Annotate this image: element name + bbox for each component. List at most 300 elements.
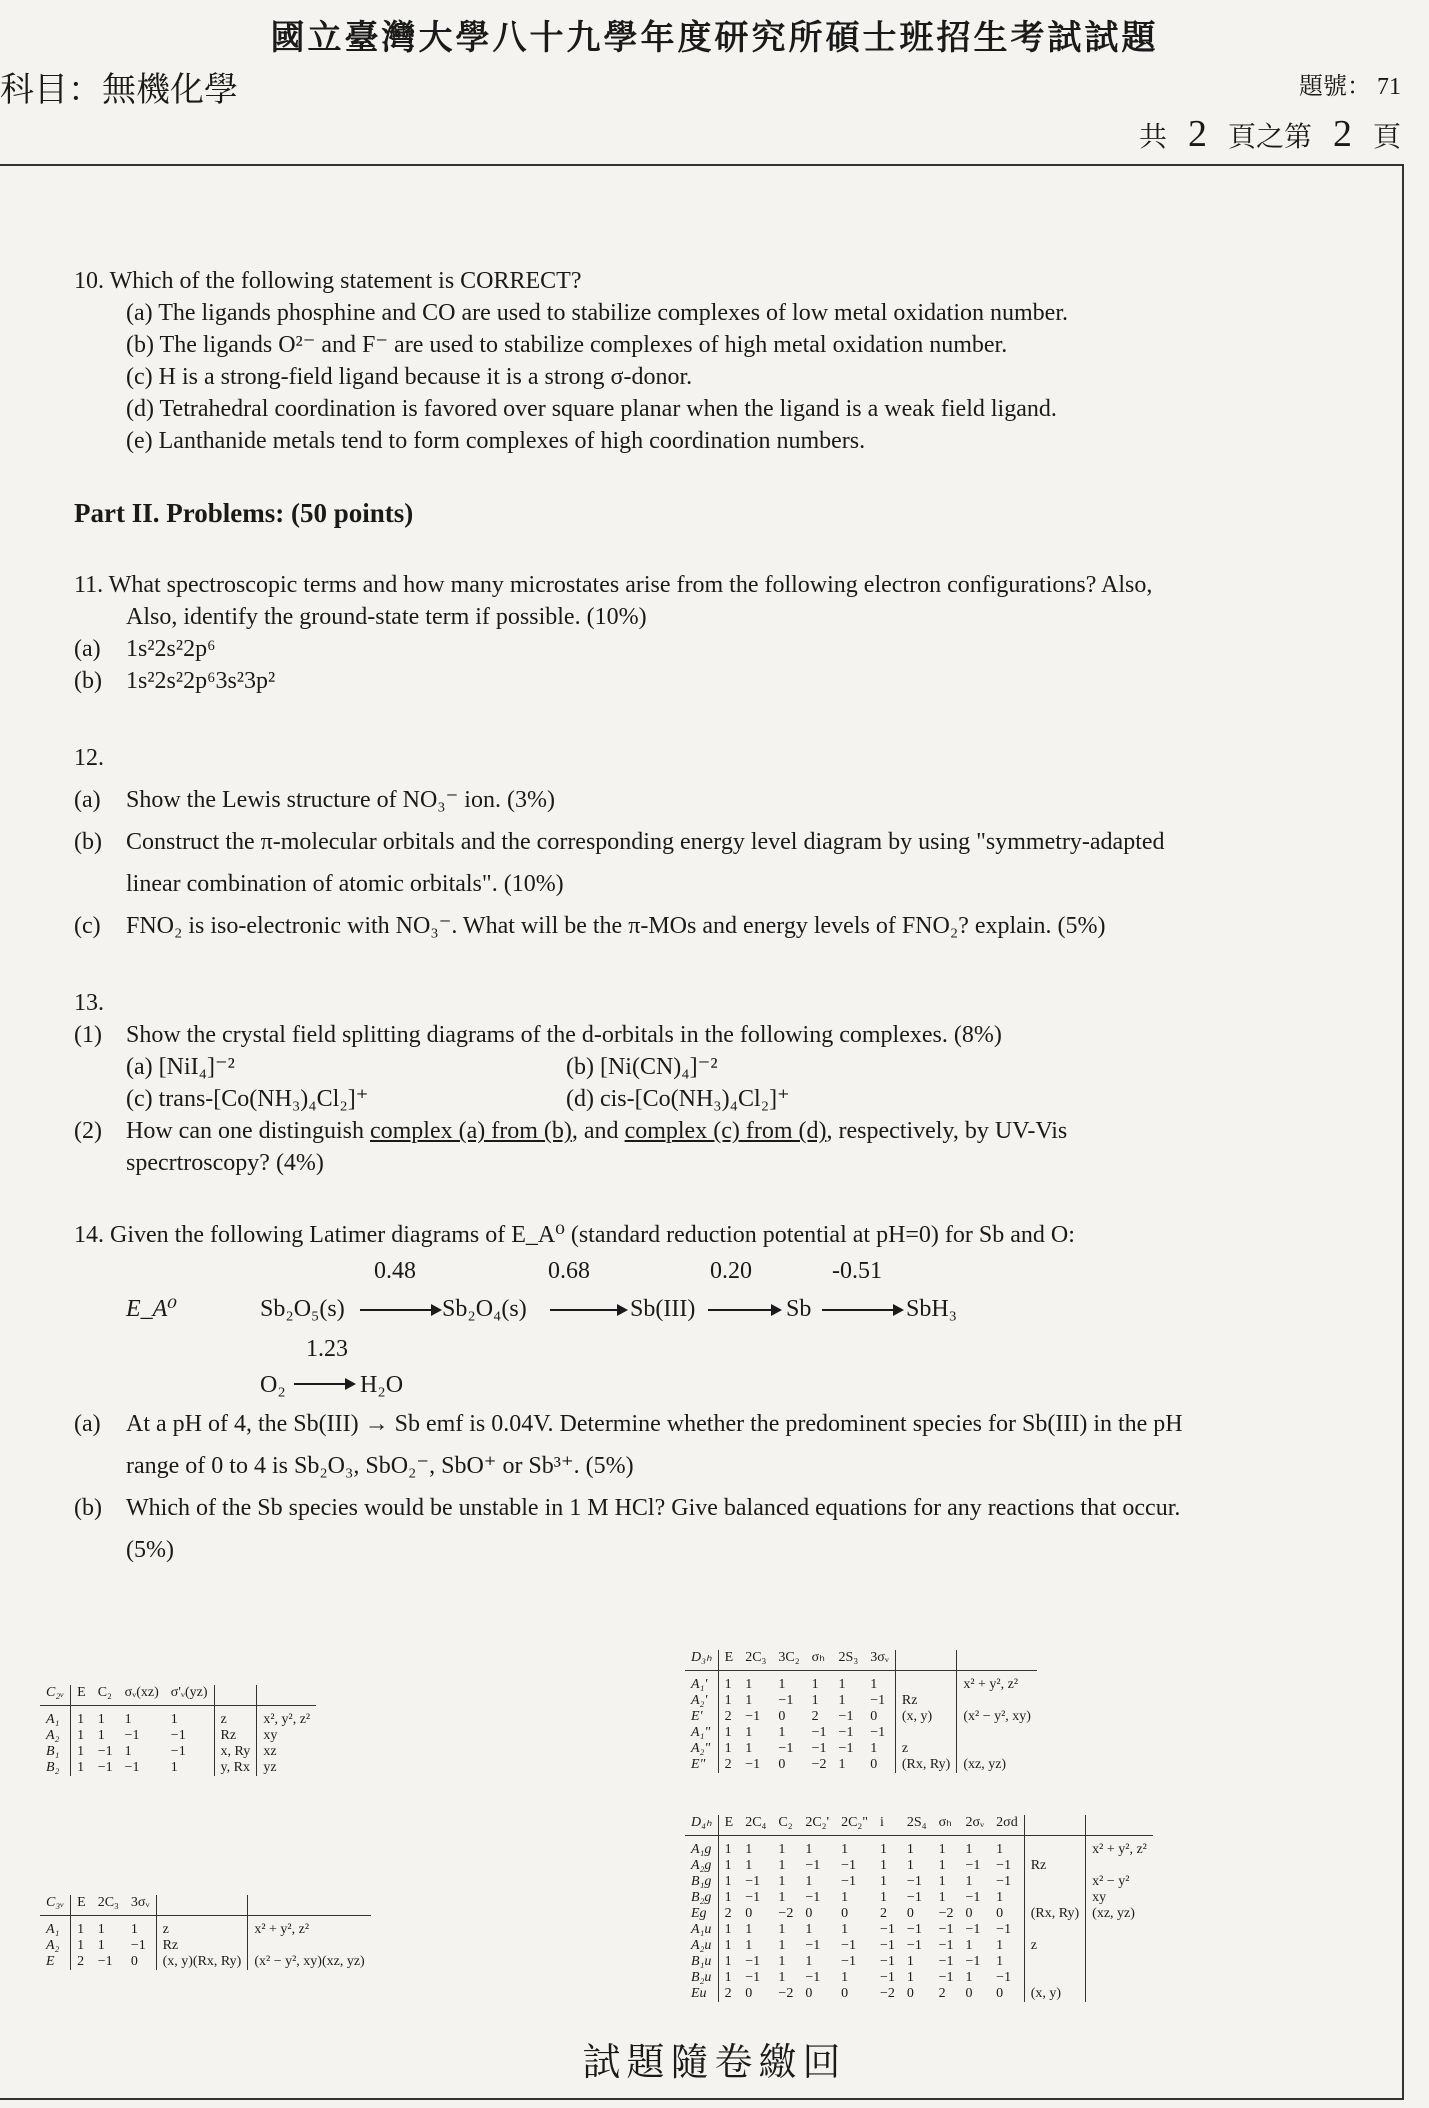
d4h-cell: Eg xyxy=(691,1906,707,1921)
d4h-cell: 1 xyxy=(745,1938,753,1953)
d4h-cell: 1 xyxy=(906,1970,914,1985)
potential-2: 0.68 xyxy=(548,1258,590,1284)
c2v-cell: −1 xyxy=(170,1744,186,1759)
d4h-cell xyxy=(1024,1815,1085,1836)
d4h-cell: −2 xyxy=(778,1986,794,2001)
q12-c: FNO₂ is iso-electronic with NO₃⁻. What will be the π-MOs and energy levels of FNO₂? explain. (5%) xyxy=(126,913,1106,939)
c3v-cell: 1 xyxy=(97,1922,105,1937)
d3h-cell xyxy=(895,1671,956,1694)
q13-complex-d: (d) cis-[Co(NH₃)₄Cl₂]⁺ xyxy=(566,1086,790,1112)
c3v-cell: (x² − y², xy)(xz, yz) xyxy=(248,1954,371,1970)
d4h-cell: 0 xyxy=(965,1986,973,2001)
d4h-cell: 1 xyxy=(938,1890,946,1905)
d3h-cell: 1 xyxy=(718,1693,739,1709)
arrow-3 xyxy=(708,1309,780,1311)
d3h-cell: 1 xyxy=(870,1741,878,1756)
d4h-cell: (x, y) xyxy=(1024,1986,1085,2002)
page-current: 2 xyxy=(1332,113,1352,155)
arrow-4 xyxy=(822,1309,902,1311)
d4h-cell xyxy=(1024,1954,1085,1970)
question-number: 題號： 71 xyxy=(1299,74,1401,100)
c3v-cell: 1 xyxy=(71,1916,92,1939)
latimer-diagram xyxy=(74,1253,1364,1403)
d4h-cell: A₁u xyxy=(691,1922,712,1937)
c2v-cell: y, Rx xyxy=(214,1760,257,1776)
question-13 xyxy=(74,987,1364,1179)
d4h-cell: 1 xyxy=(718,1874,739,1890)
d4h-cell: 0 xyxy=(996,1906,1004,1921)
potential-4: -0.51 xyxy=(832,1258,882,1284)
c2v-cell: xy xyxy=(257,1728,316,1744)
question-12 xyxy=(74,737,1364,947)
q13-complex-c: (c) trans-[Co(NH₃)₄Cl₂]⁺ xyxy=(126,1086,369,1112)
c2v-cell xyxy=(257,1685,316,1706)
d4h-cell: 1 xyxy=(778,1890,786,1905)
d3h-row xyxy=(685,1757,1037,1773)
d4h-cell: A₂g xyxy=(691,1858,712,1873)
d4h-cell: 0 xyxy=(841,1906,849,1921)
d4h-cell: −1 xyxy=(841,1954,856,1969)
q12-a: Show the Lewis structure of NO₃⁻ ion. (3%) xyxy=(126,787,555,813)
d3h-cell: 2S₃ xyxy=(833,1650,865,1671)
q10-option-e: (e) Lanthanide metals tend to form complexes of high coordination numbers. xyxy=(126,428,866,454)
c3v-row xyxy=(40,1954,371,1970)
d3h-cell: −1 xyxy=(745,1709,761,1724)
d4h-cell: 1 xyxy=(778,1954,786,1969)
d3h-cell: 0 xyxy=(870,1757,878,1772)
exam-title: 國立臺灣大學八十九學年度研究所碩士班招生考試試題 xyxy=(270,18,1159,58)
d4h-cell xyxy=(1086,1858,1153,1874)
d4h-cell: B₂u xyxy=(691,1970,712,1985)
d3h-cell: 1 xyxy=(838,1757,846,1772)
d4h-cell: E xyxy=(718,1815,739,1836)
c3v-cell: x² + y², z² xyxy=(248,1916,371,1939)
c3v-cell: 3σᵥ xyxy=(125,1895,156,1916)
d4h-cell: 2σd xyxy=(990,1815,1024,1836)
d3h-cell: D₃ₕ xyxy=(685,1650,718,1671)
d4h-cell xyxy=(1024,1970,1085,1986)
c2v-cell: σ'ᵥ(yz) xyxy=(165,1685,214,1706)
d4h-cell: 1 xyxy=(718,1938,739,1954)
d4h-row xyxy=(685,1986,1153,2002)
d4h-cell: 1 xyxy=(778,1970,786,1985)
d4h-cell: −1 xyxy=(965,1858,981,1873)
q14-a-cont: range of 0 to 4 is Sb₂O₃, SbO₂⁻, SbO⁺ or Sb³⁺. (5%) xyxy=(126,1453,634,1479)
d4h-row xyxy=(685,1954,1153,1970)
species-o2: O₂ xyxy=(260,1372,286,1398)
c2v-cell: A₂ xyxy=(46,1728,60,1743)
d4h-row xyxy=(685,1938,1153,1954)
d4h-cell: 1 xyxy=(996,1954,1004,1969)
d4h-cell: 1 xyxy=(965,1842,973,1857)
d4h-cell: 1 xyxy=(718,1970,739,1986)
d4h-cell: 0 xyxy=(805,1906,813,1921)
d4h-cell: 1 xyxy=(996,1938,1004,1953)
q14-a: At a pH of 4, the Sb(III) → Sb emf is 0.04V. Determine whether the predominent species for Sb(III) in the pH xyxy=(126,1411,1183,1437)
q12-number: 12. xyxy=(74,745,104,771)
c3v-row xyxy=(40,1895,371,1916)
d3h-cell: −1 xyxy=(838,1725,854,1740)
arrow-1 xyxy=(360,1309,440,1311)
c2v-cell: 1 xyxy=(71,1728,92,1744)
q13-p2 xyxy=(126,1115,1067,1147)
ea-label: E_A⁰ xyxy=(126,1296,177,1322)
d4h-cell: 0 xyxy=(965,1906,973,1921)
c2v-cell: σᵥ(xz) xyxy=(119,1685,165,1706)
d4h-character-table xyxy=(685,1815,1153,2002)
d4h-cell: D₄ₕ xyxy=(685,1815,718,1836)
c2v-cell: x, Ry xyxy=(214,1744,257,1760)
d4h-cell: 2C₄ xyxy=(739,1815,772,1836)
q13-p2-cont: specrtroscopy? (4%) xyxy=(126,1150,324,1176)
c3v-cell: z xyxy=(156,1916,248,1939)
d3h-cell: −1 xyxy=(778,1741,794,1756)
d4h-row xyxy=(685,1922,1153,1938)
d4h-cell: −1 xyxy=(805,1970,821,1985)
c3v-cell xyxy=(248,1895,371,1916)
c2v-cell: x², y², z² xyxy=(257,1706,316,1729)
d3h-cell: 0 xyxy=(778,1757,786,1772)
d3h-cell: −2 xyxy=(811,1757,827,1772)
d4h-cell xyxy=(1086,1815,1153,1836)
c3v-cell: 1 xyxy=(130,1922,138,1937)
d4h-cell: −1 xyxy=(745,1970,761,1985)
d4h-cell: 2C₂' xyxy=(799,1815,835,1836)
c3v-cell: (x, y)(Rx, Ry) xyxy=(156,1954,248,1970)
d4h-cell: 0 xyxy=(906,1986,914,2001)
d3h-cell: A₁' xyxy=(691,1677,708,1692)
d3h-cell: 0 xyxy=(778,1709,786,1724)
d3h-cell: 1 xyxy=(745,1693,753,1708)
q12-b-label: (b) xyxy=(74,829,102,855)
q10-option-d: (d) Tetrahedral coordination is favored over square planar when the ligand is a weak field ligand. xyxy=(126,396,1057,422)
d4h-cell: 1 xyxy=(805,1842,813,1857)
c2v-cell: yz xyxy=(257,1760,316,1776)
c2v-cell: −1 xyxy=(124,1760,140,1775)
d4h-row xyxy=(685,1890,1153,1906)
d4h-cell xyxy=(1086,1954,1153,1970)
d4h-cell: −1 xyxy=(938,1938,954,1953)
d4h-cell: −1 xyxy=(841,1874,856,1889)
c2v-table xyxy=(40,1685,316,1776)
d4h-cell xyxy=(1086,1922,1153,1938)
c3v-cell: E xyxy=(71,1895,92,1916)
c3v-cell: 1 xyxy=(97,1938,105,1953)
d4h-cell: −1 xyxy=(745,1874,761,1889)
d3h-cell: (x, y) xyxy=(895,1709,956,1725)
d4h-cell: 2 xyxy=(938,1986,946,2001)
d3h-cell: −1 xyxy=(778,1693,794,1708)
question-11 xyxy=(74,569,1364,697)
d4h-cell: xy xyxy=(1086,1890,1153,1906)
c2v-cell: 1 xyxy=(124,1744,132,1759)
c3v-cell: A₁ xyxy=(46,1922,60,1937)
q12-a-label: (a) xyxy=(74,787,101,813)
d4h-cell: B₁g xyxy=(691,1874,712,1889)
d4h-cell: 1 xyxy=(880,1858,888,1873)
potential-o: 1.23 xyxy=(306,1336,348,1362)
c2v-cell: 1 xyxy=(71,1706,92,1729)
q13-p2-mid: , and xyxy=(571,1118,625,1144)
c3v-cell: −1 xyxy=(97,1954,113,1969)
q11-stem: 11. What spectroscopic terms and how many microstates arise from the following electron configurations? Also, xyxy=(74,572,1153,598)
c3v-cell: Rz xyxy=(156,1938,248,1954)
c2v-row xyxy=(40,1728,316,1744)
d4h-cell: −1 xyxy=(880,1922,895,1937)
d4h-cell: 1 xyxy=(906,1954,914,1969)
d3h-cell: E xyxy=(718,1650,739,1671)
species-sb: Sb xyxy=(786,1296,812,1322)
d4h-cell: Eu xyxy=(691,1986,707,2001)
c3v-cell xyxy=(156,1895,248,1916)
page-total: 2 xyxy=(1187,113,1207,155)
d4h-cell: −1 xyxy=(906,1874,922,1889)
q11-b: 1s²2s²2p⁶3s²3p² xyxy=(126,668,276,694)
q10-stem: 10. Which of the following statement is CORRECT? xyxy=(74,268,582,294)
d4h-cell: −1 xyxy=(841,1858,856,1873)
d3h-cell: −1 xyxy=(811,1725,827,1740)
d4h-cell: −2 xyxy=(880,1986,895,2001)
d3h-cell: 2 xyxy=(811,1709,819,1724)
d4h-cell: −1 xyxy=(906,1938,922,1953)
d3h-cell xyxy=(957,1725,1037,1741)
d4h-cell: 1 xyxy=(906,1858,914,1873)
d3h-cell: E" xyxy=(691,1757,706,1772)
d4h-cell xyxy=(1024,1836,1085,1859)
c3v-character-table xyxy=(40,1895,371,1970)
d4h-cell xyxy=(1086,1970,1153,1986)
c2v-cell: 1 xyxy=(97,1712,105,1727)
d3h-row xyxy=(685,1693,1037,1709)
d3h-cell: A₂' xyxy=(691,1693,708,1708)
d3h-cell: 0 xyxy=(870,1709,878,1724)
d4h-cell: 1 xyxy=(805,1954,813,1969)
d4h-cell: −1 xyxy=(965,1954,981,1969)
d4h-cell: 1 xyxy=(805,1874,813,1889)
q13-complex-a: (a) [NiI₄]⁻² xyxy=(126,1054,235,1080)
d4h-cell: (Rx, Ry) xyxy=(1024,1906,1085,1922)
d4h-cell: −1 xyxy=(996,1874,1012,1889)
c2v-cell: B₂ xyxy=(46,1760,60,1775)
potential-1: 0.48 xyxy=(374,1258,416,1284)
c2v-cell xyxy=(214,1685,257,1706)
q10-options xyxy=(126,297,1364,457)
d4h-cell: 1 xyxy=(745,1858,753,1873)
d3h-character-table xyxy=(685,1650,1037,1773)
d4h-cell: −1 xyxy=(906,1890,922,1905)
c2v-cell: 1 xyxy=(124,1712,132,1727)
d4h-cell: 0 xyxy=(841,1986,849,2001)
d3h-cell: −1 xyxy=(811,1741,827,1756)
q13-number: 13. xyxy=(74,990,104,1016)
d4h-cell: 0 xyxy=(906,1906,914,1921)
c2v-cell: z xyxy=(214,1706,257,1729)
d4h-cell: −1 xyxy=(996,1922,1012,1937)
q11-a-label: (a) xyxy=(74,636,101,662)
d4h-cell: −1 xyxy=(965,1922,981,1937)
c3v-cell: −1 xyxy=(130,1938,146,1953)
d3h-cell: (xz, yz) xyxy=(957,1757,1037,1773)
d3h-cell: 1 xyxy=(745,1677,753,1692)
d3h-row xyxy=(685,1650,1037,1671)
d4h-cell: 1 xyxy=(938,1842,946,1857)
d3h-cell: 1 xyxy=(870,1677,878,1692)
d4h-cell: 1 xyxy=(880,1890,888,1905)
d4h-row xyxy=(685,1970,1153,1986)
q13-p2-label: (2) xyxy=(74,1118,102,1144)
c2v-cell: 1 xyxy=(170,1760,178,1775)
d4h-cell: 2 xyxy=(880,1906,888,1921)
d4h-cell: −1 xyxy=(880,1938,895,1953)
q13-complex-b: (b) [Ni(CN)₄]⁻² xyxy=(566,1054,718,1080)
d4h-cell: 1 xyxy=(841,1890,849,1905)
species-sb-iii: Sb(III) xyxy=(630,1296,696,1322)
c3v-cell: C₃ᵥ xyxy=(40,1895,71,1916)
d4h-cell: 0 xyxy=(745,1986,753,2001)
d3h-row xyxy=(685,1671,1037,1694)
d4h-cell: 1 xyxy=(745,1922,753,1937)
c3v-cell xyxy=(248,1938,371,1954)
c2v-cell: 1 xyxy=(71,1744,92,1760)
d3h-cell: σₕ xyxy=(806,1650,833,1671)
d4h-cell: C₂ xyxy=(772,1815,799,1836)
d3h-cell: 1 xyxy=(811,1677,819,1692)
c2v-row xyxy=(40,1744,316,1760)
c2v-cell: 1 xyxy=(97,1728,105,1743)
exam-content xyxy=(74,265,1364,1571)
c2v-cell: C₂ᵥ xyxy=(40,1685,71,1706)
part2-heading: Part II. Problems: (50 points) xyxy=(74,498,414,528)
d4h-cell: −1 xyxy=(880,1954,895,1969)
d3h-cell xyxy=(957,1693,1037,1709)
d3h-cell: A₂" xyxy=(691,1741,711,1756)
d4h-cell: −1 xyxy=(745,1890,761,1905)
c3v-cell: 0 xyxy=(130,1954,138,1969)
arrow-o xyxy=(294,1383,354,1385)
species-h2o: H₂O xyxy=(360,1372,404,1398)
d3h-cell xyxy=(895,1650,956,1671)
c2v-row xyxy=(40,1706,316,1729)
d3h-cell: −1 xyxy=(838,1741,854,1756)
q12-b: Construct the π-molecular orbitals and the corresponding energy level diagram by using "symmetry-adapted xyxy=(126,829,1165,855)
d3h-cell: −1 xyxy=(745,1757,761,1772)
question-14 xyxy=(74,1219,1364,1571)
d4h-cell: i xyxy=(874,1815,901,1836)
d4h-cell: −1 xyxy=(805,1938,821,1953)
d4h-cell: 1 xyxy=(805,1922,813,1937)
d4h-cell: −1 xyxy=(805,1858,821,1873)
d3h-cell: 1 xyxy=(718,1725,739,1741)
c3v-cell: 2 xyxy=(71,1954,92,1970)
q14-b-cont: (5%) xyxy=(126,1537,174,1563)
d3h-cell: 2C₃ xyxy=(739,1650,772,1671)
c2v-cell: B₁ xyxy=(46,1744,60,1759)
d3h-row xyxy=(685,1709,1037,1725)
d4h-cell: −2 xyxy=(938,1906,954,1921)
d4h-cell: x² + y², z² xyxy=(1086,1836,1153,1859)
d3h-cell: (x² − y², xy) xyxy=(957,1709,1037,1725)
q10-option-c: (c) H is a strong-field ligand because it is a strong σ-donor. xyxy=(126,364,693,390)
d4h-cell: −2 xyxy=(778,1906,794,1921)
q13-complexes xyxy=(126,1051,1364,1083)
d4h-cell: 1 xyxy=(880,1842,888,1857)
page-indicator xyxy=(1139,112,1401,156)
subject-label: 科目：無機化學 xyxy=(0,70,238,110)
d4h-cell: 1 xyxy=(965,1938,973,1953)
c2v-cell: 1 xyxy=(170,1712,178,1727)
d4h-cell: 1 xyxy=(778,1842,786,1857)
c2v-cell: Rz xyxy=(214,1728,257,1744)
c3v-cell: A₂ xyxy=(46,1938,60,1953)
d3h-cell xyxy=(957,1741,1037,1757)
page-total-prefix: 共 xyxy=(1138,122,1167,153)
q10-option-b: (b) The ligands O²⁻ and F⁻ are used to stabilize complexes of high metal oxidation number. xyxy=(126,332,1008,358)
d4h-row xyxy=(685,1906,1153,1922)
page-suffix: 頁 xyxy=(1372,122,1401,153)
d4h-cell: −1 xyxy=(841,1938,856,1953)
question-10 xyxy=(74,265,1364,457)
d4h-cell: A₂u xyxy=(691,1938,712,1953)
d3h-cell: 1 xyxy=(745,1741,753,1756)
d3h-cell: 1 xyxy=(778,1725,786,1740)
d4h-cell: 1 xyxy=(996,1842,1004,1857)
c2v-character-table xyxy=(40,1685,316,1776)
d3h-cell: 1 xyxy=(811,1693,819,1708)
d4h-cell xyxy=(1024,1874,1085,1890)
d4h-cell: −1 xyxy=(996,1970,1012,1985)
c2v-cell: −1 xyxy=(97,1760,113,1775)
c2v-cell: −1 xyxy=(97,1744,113,1759)
c3v-table xyxy=(40,1895,371,1970)
d4h-cell: −1 xyxy=(880,1970,895,1985)
d4h-cell: Rz xyxy=(1024,1858,1085,1874)
q11-stem-2: Also, identify the ground-state term if possible. (10%) xyxy=(126,604,647,630)
d3h-cell: 1 xyxy=(745,1725,753,1740)
d3h-cell xyxy=(895,1725,956,1741)
q11-b-label: (b) xyxy=(74,668,102,694)
d4h-cell xyxy=(1086,1938,1153,1954)
q13-p2-pre: How can one distinguish xyxy=(126,1118,370,1144)
d4h-cell: −1 xyxy=(938,1954,954,1969)
d4h-table xyxy=(685,1815,1153,2002)
d4h-cell: 1 xyxy=(996,1890,1004,1905)
d3h-cell: 1 xyxy=(778,1677,786,1692)
d4h-cell: 1 xyxy=(718,1922,739,1938)
d3h-cell: −1 xyxy=(870,1725,886,1740)
c3v-row xyxy=(40,1938,371,1954)
d4h-cell: 2σᵥ xyxy=(960,1815,991,1836)
d4h-cell: 1 xyxy=(718,1954,739,1970)
d4h-cell: 1 xyxy=(841,1970,849,1985)
d4h-cell: 1 xyxy=(965,1874,973,1889)
d4h-cell: 0 xyxy=(996,1986,1004,2001)
q14-a-label: (a) xyxy=(74,1411,101,1437)
d3h-cell: 2 xyxy=(718,1757,739,1773)
d3h-cell: 3σᵥ xyxy=(864,1650,895,1671)
species-sb2o4: Sb₂O₄(s) xyxy=(442,1296,527,1322)
c3v-cell: 1 xyxy=(71,1938,92,1954)
d4h-cell: 1 xyxy=(938,1874,946,1889)
d3h-cell: 1 xyxy=(838,1677,846,1692)
d4h-cell: z xyxy=(1024,1938,1085,1954)
c3v-cell: E xyxy=(46,1954,55,1969)
q10-option-a: (a) The ligands phosphine and CO are used to stabilize complexes of low metal oxidation number. xyxy=(126,300,1068,326)
potential-3: 0.20 xyxy=(710,1258,752,1284)
d4h-cell: −1 xyxy=(805,1890,821,1905)
d4h-cell: 1 xyxy=(718,1858,739,1874)
q14-b-label: (b) xyxy=(74,1495,102,1521)
d4h-cell: −1 xyxy=(938,1922,954,1937)
